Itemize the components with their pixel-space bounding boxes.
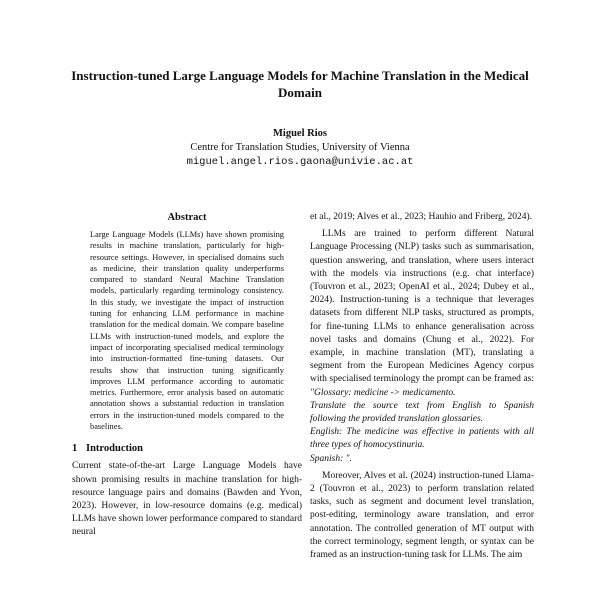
left-column xyxy=(72,211,302,540)
section-title: Introduction xyxy=(86,443,143,455)
abstract-heading: Abstract xyxy=(167,212,207,223)
abstract-text: Large Language Models (LLMs) have shown promising results in machine translation, particularly for high-resource settings. However, in specialised domains such as medicine, their translation quality underperforms compared to standard Neural Machine Translation models, particularly regarding terminology consistency. In this study, we investigate the impact of instruction tuning for enhancing LLM performance in machine translation for the medical domain. We compare baseline LLMs with instruction-tuned models, and explore the impact of incorporating specialised medical terminology into instruction-formatted fine-tuning datasets. Our results show that instruction tuning significantly improves LLM performance according to automatic metrics. Furthermore, error analysis based on automatic annotation shows a substantial reduction in translation errors in the instruction-tuned models compared to the baselines. xyxy=(90,230,284,432)
prompt-example-glossary: "Glossary: medicine -> medicamento. xyxy=(310,387,456,398)
right-column xyxy=(310,211,534,562)
author-block xyxy=(100,127,500,169)
moreover-paragraph: Moreover, Alves et al. (2024) instruction-tuned Llama-2 (Touvron et al., 2023) to perform translation related tasks, such as segment and document level translation, post-editing, terminology aware translation, and error annotation. The controlled generation of MT output with the correct terminology, segment length, or syntax can be framed as an instruction-tuning task for LLMs. The aim xyxy=(310,470,534,561)
paper-title: Instruction-tuned Large Language Models for Machine Translation in the Medical Domain xyxy=(71,68,529,100)
author-email: miguel.angel.rios.gaona@univie.ac.at xyxy=(186,156,414,168)
llm-paragraph-text: LLMs are trained to perform different Natural Language Processing (NLP) tasks such as summarisation, question answering, and translation, where users interact with the models via instructions (e.g. chat interface) (Touvron et al., 2023; OpenAI et al., 2024; Dubey et al., 2024). Instruction-tuning is a technique that leverages datasets from different NLP tasks, structured as prompts, for fine-tuning LLMs to enhance generalisation across novel tasks and domains (Chung et al., 2022). For example, in machine translation (MT), translating a segment from the European Medicines Agency corpus with specialised terminology the prompt can be framed as: xyxy=(310,229,534,385)
section-number: 1 xyxy=(72,443,78,455)
introduction-paragraph: Current state-of-the-art Large Language Models have shown promising results in machine translation for high-resource language pairs and domains (Bawden and Yvon, 2023). However, in low-resource domains (e.g. medical) LLMs have shown lower performance compared to standard neural xyxy=(72,461,302,538)
prompt-example-instruction: Translate the source text from English to Spanish following the provided translation glossaries. xyxy=(310,400,534,425)
llm-paragraph xyxy=(310,228,534,400)
prompt-example-english: English: The medicine was effective in patients with all three types of homocystinuria. xyxy=(310,427,534,451)
continuation-paragraph: et al., 2019; Alves et al., 2023; Hauhio and Friberg, 2024). xyxy=(310,212,532,222)
section-heading-introduction xyxy=(72,442,302,456)
author-affiliation: Centre for Translation Studies, University of Vienna xyxy=(190,142,410,153)
prompt-example-spanish: Spanish: ". xyxy=(310,453,352,464)
author-name: Miguel Rios xyxy=(273,128,327,139)
